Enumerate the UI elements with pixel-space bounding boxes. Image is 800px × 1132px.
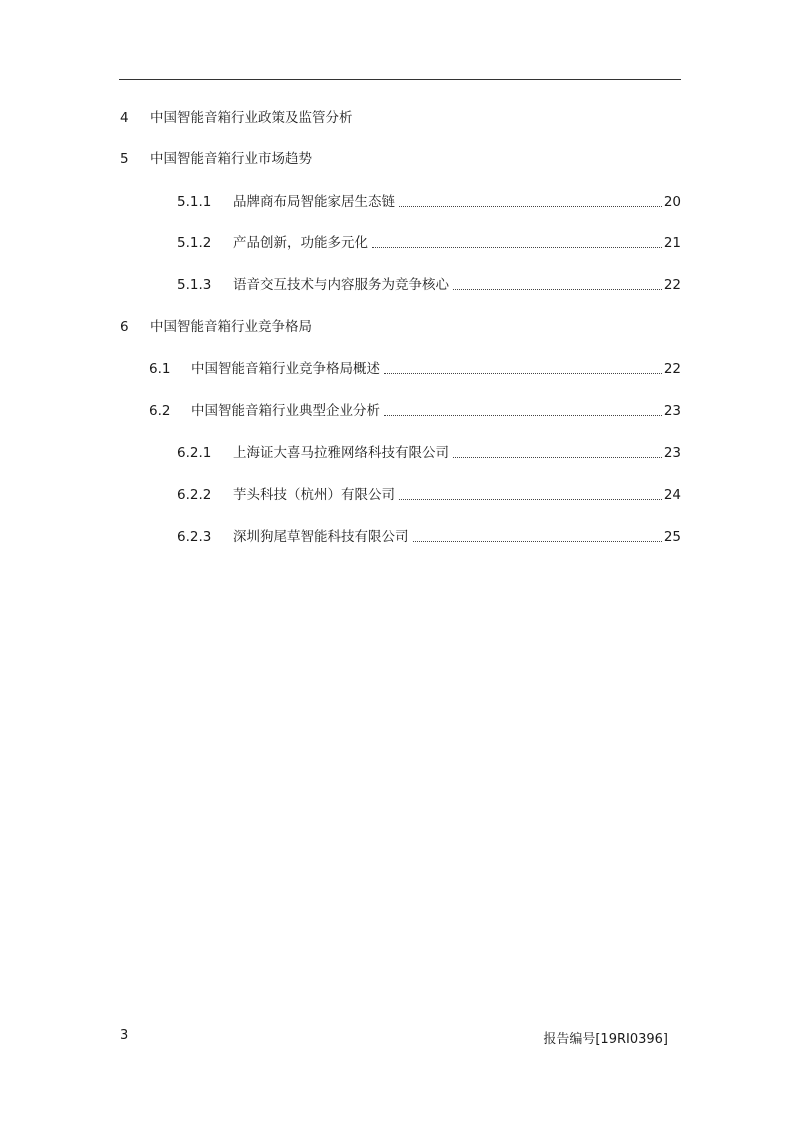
toc-entry-5-1-3[interactable] <box>177 275 681 295</box>
footer-report-number: 报告编号[19RI0396] <box>543 1032 668 1047</box>
toc-entry-4[interactable] <box>120 108 681 128</box>
toc-page-number: 23 <box>663 403 681 419</box>
toc-title: 中国智能音箱行业典型企业分析 <box>191 403 380 419</box>
toc-number: 4 <box>120 110 129 126</box>
toc-leader-dots <box>384 373 662 374</box>
footer-page-number: 3 <box>120 1028 129 1043</box>
toc-page-number: 21 <box>663 235 681 251</box>
toc-number: 6.2.1 <box>177 445 212 461</box>
toc-entry-5-1-1[interactable] <box>177 192 681 212</box>
toc-page-number: 24 <box>663 487 681 503</box>
toc-title: 产品创新，功能多元化 <box>233 235 368 251</box>
toc-number: 6.2.3 <box>177 529 212 545</box>
toc-leader-dots <box>399 499 662 500</box>
toc-title: 中国智能音箱行业竞争格局 <box>150 319 312 335</box>
toc-entry-6-2[interactable] <box>149 401 681 421</box>
toc-title: 中国智能音箱行业政策及监管分析 <box>150 110 353 126</box>
toc-leader-dots <box>399 206 662 207</box>
toc-number: 5.1.2 <box>177 235 212 251</box>
toc-number: 6.2 <box>149 403 171 419</box>
toc-number: 5.1.1 <box>177 194 212 210</box>
toc-entry-5[interactable] <box>120 149 681 169</box>
toc-title: 品牌商布局智能家居生态链 <box>233 194 395 210</box>
toc-title: 上海证大喜马拉雅网络科技有限公司 <box>233 445 449 461</box>
toc-number: 5 <box>120 151 129 167</box>
toc-number: 5.1.3 <box>177 277 212 293</box>
toc-number: 6.1 <box>149 361 171 377</box>
toc-title: 芋头科技（杭州）有限公司 <box>233 487 395 503</box>
toc-entry-6-2-1[interactable] <box>177 443 681 463</box>
toc-page-number: 25 <box>663 529 681 545</box>
toc-number: 6.2.2 <box>177 487 212 503</box>
toc-page-number: 22 <box>663 277 681 293</box>
toc-leader-dots <box>384 415 662 416</box>
toc-number: 6 <box>120 319 129 335</box>
toc-entry-6-2-2[interactable] <box>177 485 681 505</box>
toc-entry-6-1[interactable] <box>149 359 681 379</box>
toc-entry-6[interactable] <box>120 317 681 337</box>
toc-page-number: 23 <box>663 445 681 461</box>
toc-leader-dots <box>413 541 662 542</box>
toc-title: 语音交互技术与内容服务为竞争核心 <box>233 277 449 293</box>
toc-leader-dots <box>453 289 662 290</box>
toc-page-number: 22 <box>663 361 681 377</box>
toc-title: 深圳狗尾草智能科技有限公司 <box>233 529 409 545</box>
toc-leader-dots <box>453 457 662 458</box>
toc-title: 中国智能音箱行业市场趋势 <box>150 151 312 167</box>
toc-page-number: 20 <box>663 194 681 210</box>
toc-entry-5-1-2[interactable] <box>177 233 681 253</box>
toc-leader-dots <box>372 247 662 248</box>
toc-entry-6-2-3[interactable] <box>177 527 681 547</box>
header-rule <box>119 79 681 80</box>
toc-title: 中国智能音箱行业竞争格局概述 <box>191 361 380 377</box>
